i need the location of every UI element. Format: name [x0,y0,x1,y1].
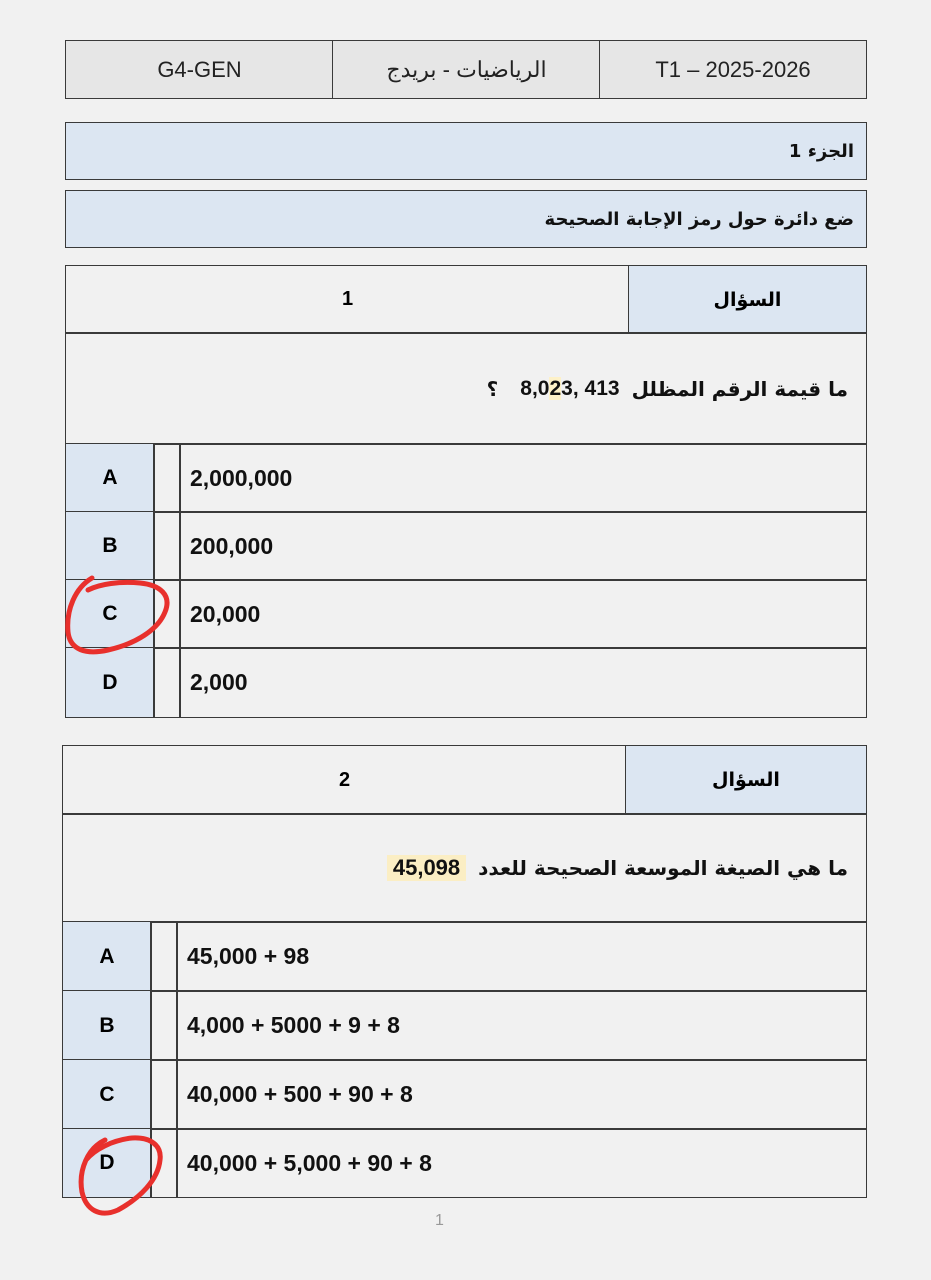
q2-option-c-letter-cell[interactable] [62,1059,152,1130]
q1-option-d-letter: D [102,670,118,694]
q1-option-a-letter-cell[interactable] [65,443,155,513]
q1-option-c-value-cell [179,579,867,649]
q1-option-a-value: 2,000,000 [190,464,293,491]
q1-number-post: 3, 413 [561,376,620,400]
q2-number-cell [62,745,627,815]
q1-option-d-letter-cell[interactable] [65,647,155,718]
q1-option-a-value-cell [179,443,867,513]
q2-number: 2 [338,768,351,791]
q1-question-mark: ؟ [486,376,499,401]
q2-question-cell [62,813,867,923]
q1-label-cell [628,265,867,334]
page-number: 1 [435,1212,444,1229]
q1-number-cell [65,265,630,334]
q1-option-a-blank [153,443,181,513]
header-subject-cell [332,40,601,99]
q1-option-b-blank [153,511,181,581]
q1-option-a-letter: A [102,466,118,489]
q2-option-a-value: 45,000 + 98 [187,943,310,969]
q2-label: السؤال [712,769,780,791]
q1-number: 1 [341,288,354,310]
q2-option-d-value-cell [176,1128,867,1198]
part-bar [65,122,867,180]
q2-option-d-letter-cell[interactable] [62,1128,152,1198]
q2-option-d-value: 40,000 + 5,000 + 90 + 8 [187,1149,432,1176]
q2-option-a-letter-cell[interactable] [62,921,152,992]
q2-option-b-letter: B [99,1013,115,1037]
q2-option-a-blank [150,921,178,992]
q1-option-d-blank [153,647,181,718]
q1-highlighted-digit: 2 [549,376,562,400]
header-term-cell [599,40,867,99]
q1-option-b-letter-cell[interactable] [65,511,155,581]
q2-option-d-letter: D [99,1151,115,1174]
q2-option-c-blank [150,1059,178,1130]
q1-option-c-letter: C [102,602,118,625]
q2-option-a-value-cell [176,921,867,992]
q1-label: السؤال [713,288,782,311]
part-label: الجزء 1 [788,140,854,162]
instruction-text: ضع دائرة حول رمز الإجابة الصحيحة [544,208,854,230]
q1-shaded-number [520,377,619,401]
q2-option-b-value: 4,000 + 5000 + 9 + 8 [187,1012,400,1038]
header-grade-cell [65,40,334,99]
q2-label-cell [625,745,867,815]
q1-number-pre: 8,0 [520,376,550,400]
q2-option-b-blank [150,990,178,1061]
q1-option-c-value: 20,000 [190,600,261,627]
q1-question-cell [65,332,867,445]
instruction-bar [65,190,867,248]
q2-option-d-blank [150,1128,178,1198]
q1-option-b-value-cell [179,511,867,581]
q2-option-b-letter-cell[interactable] [62,990,152,1061]
q2-option-c-value-cell [176,1059,867,1130]
q1-option-c-letter-cell[interactable] [65,579,155,649]
subject-title: الرياضيات - بريدج [386,56,547,82]
q2-question-text: ما هي الصيغة الموسعة الصحيحة للعدد [478,856,848,880]
q1-option-d-value-cell [179,647,867,718]
q2-option-c-value: 40,000 + 500 + 90 + 8 [187,1081,413,1107]
q1-option-b-value: 200,000 [190,532,274,559]
q1-option-d-value: 2,000 [190,669,248,695]
q2-option-b-value-cell [176,990,867,1061]
q2-highlighted-number: 45,098 [387,855,466,881]
q1-option-c-blank [153,579,181,649]
grade-code: G4-GEN [157,56,242,82]
term-label: T1 – 2025-2026 [655,56,811,82]
q2-option-c-letter: C [99,1082,115,1106]
q2-option-a-letter: A [99,944,115,968]
q1-option-b-letter: B [102,534,118,557]
q1-question-text: ما قيمة الرقم المظلل [631,376,848,401]
